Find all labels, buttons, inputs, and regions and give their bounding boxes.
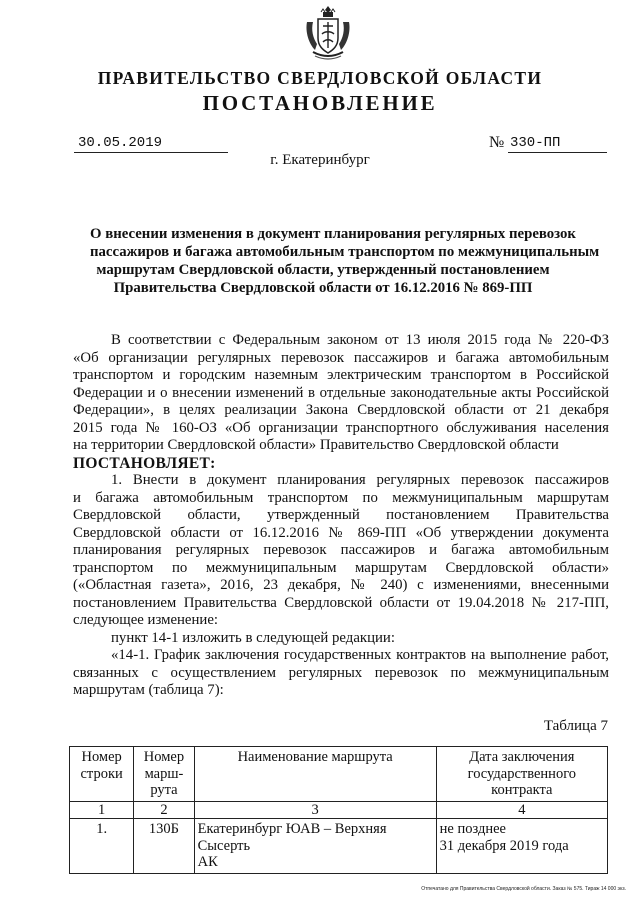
- cell-route-no: 130Б: [134, 819, 194, 874]
- cell-line-no: 1.: [70, 819, 134, 874]
- header-text: Наименование маршрута: [237, 749, 393, 765]
- document-subject: [90, 225, 600, 297]
- header-text: рута: [150, 782, 178, 798]
- header-contract-date: [436, 747, 607, 802]
- quote-line: маршрутам (таблица 7):: [73, 682, 224, 698]
- subject-line: пассажиров и багажа автомобильным транспортом по межмуниципальным: [90, 244, 600, 260]
- preamble-line: на территории Свердловской области» Правительство Свердловской области: [73, 437, 559, 453]
- contract-date-text: 31 декабря 2019 года: [439, 837, 569, 854]
- index-cell: 3: [194, 801, 436, 819]
- document-type: ПОСТАНОВЛЕНИЕ: [202, 91, 438, 115]
- city: г. Екатеринбург: [270, 152, 370, 168]
- table-row: [70, 819, 608, 874]
- table-index-row: [70, 801, 608, 819]
- index-cell: 2: [134, 801, 194, 819]
- item1-line: и багажа автомобильным транспортом по межмуниципальным маршрутам: [73, 489, 609, 506]
- header-text: Номер: [81, 749, 122, 765]
- item1-line: постановлением Правительства Свердловской области от 19.04.2018 № 217-ПП,: [73, 594, 609, 611]
- header-text: Номер: [143, 749, 185, 765]
- quote-line: связанных с осуществлением регулярных перевозок по межмуниципальным: [73, 664, 609, 681]
- header-route-no: [134, 747, 194, 802]
- cell-contract-date: [436, 819, 607, 874]
- government-title: ПРАВИТЕЛЬСТВО СВЕРДЛОВСКОЙ ОБЛАСТИ: [97, 68, 543, 88]
- decree-word: ПОСТАНОВЛЯЕТ:: [73, 454, 216, 472]
- item1-line: Свердловской области от 16.12.2016 № 869-ПП «Об утверждении документа: [73, 524, 609, 541]
- header-text: государственного: [467, 765, 577, 782]
- header-line-no: [70, 747, 134, 802]
- header-text: Дата заключения: [469, 749, 575, 765]
- table-header-row: [70, 747, 608, 802]
- document-body: [73, 332, 609, 700]
- cell-route-name: [194, 819, 436, 874]
- preamble-line: Федерации», в целях реализации Закона Свердловской области от 21 декабря: [73, 402, 609, 418]
- print-note: Отпечатано для Правительства Свердловской области. Заказ № 575. Тираж 14 000 экз.: [421, 886, 626, 892]
- subject-line: О внесении изменения в документ планирования регулярных перевозок: [90, 226, 576, 242]
- item1-line: 1. Внести в документ планирования регулярных перевозок пассажиров: [111, 472, 609, 488]
- item1-line: транспортом по межмуниципальным маршрутам Свердловской области»: [73, 559, 609, 576]
- item-point: пункт 14-1 изложить в следующей редакции:: [111, 629, 395, 646]
- contract-date-text: не позднее: [439, 821, 506, 837]
- header-text: контракта: [491, 782, 553, 798]
- item1-line: Свердловской области, утвержденный постановлением Правительства: [73, 507, 609, 523]
- routes-table: [69, 746, 608, 874]
- header-text: строки: [80, 765, 123, 782]
- table-caption: Таблица 7: [543, 718, 608, 734]
- preamble-line: «Об организации регулярных перевозок пассажиров и багажа автомобильным: [73, 349, 609, 366]
- quote-line: «14-1. График заключения государственных контрактов на выполнение работ,: [111, 647, 609, 663]
- route-name-text: АК: [197, 854, 218, 870]
- subject-line: маршрутам Свердловской области, утвержденный постановлением: [96, 262, 550, 278]
- subject-line: Правительства Свердловской области от 16.12.2016 № 869-ПП: [113, 280, 533, 296]
- number-label: №: [489, 134, 505, 151]
- route-name-text: Екатеринбург ЮАВ – Верхняя Сысерть: [197, 821, 387, 854]
- header-route-name: [194, 747, 436, 802]
- preamble-line: транспортом и городским наземным электрическим транспортом в Российской: [73, 367, 609, 383]
- item1-line: следующее изменение:: [73, 612, 219, 628]
- preamble-line: 2015 года № 160-ОЗ «Об организации транспортного обслуживания населения: [73, 419, 609, 436]
- preamble-line: Федерации и о внесении изменений в отдельные законодательные акты Российской: [73, 384, 609, 401]
- header-text: марш-: [144, 765, 184, 782]
- document-number: 330-ПП: [508, 135, 607, 153]
- preamble-line: В соответствии с Федеральным законом от 13 июля 2015 года № 220-ФЗ: [111, 332, 609, 348]
- item1-line: планирования регулярных перевозок пассажиров и багажа автомобильным: [73, 542, 609, 558]
- coat-of-arms-icon: [303, 4, 353, 62]
- index-cell: 1: [70, 801, 134, 819]
- document-date: 30.05.2019: [74, 135, 228, 153]
- index-cell: 4: [436, 801, 607, 819]
- item1-line: («Областная газета», 2016, 23 декабря, № 240) с изменениями, внесенными: [73, 577, 609, 593]
